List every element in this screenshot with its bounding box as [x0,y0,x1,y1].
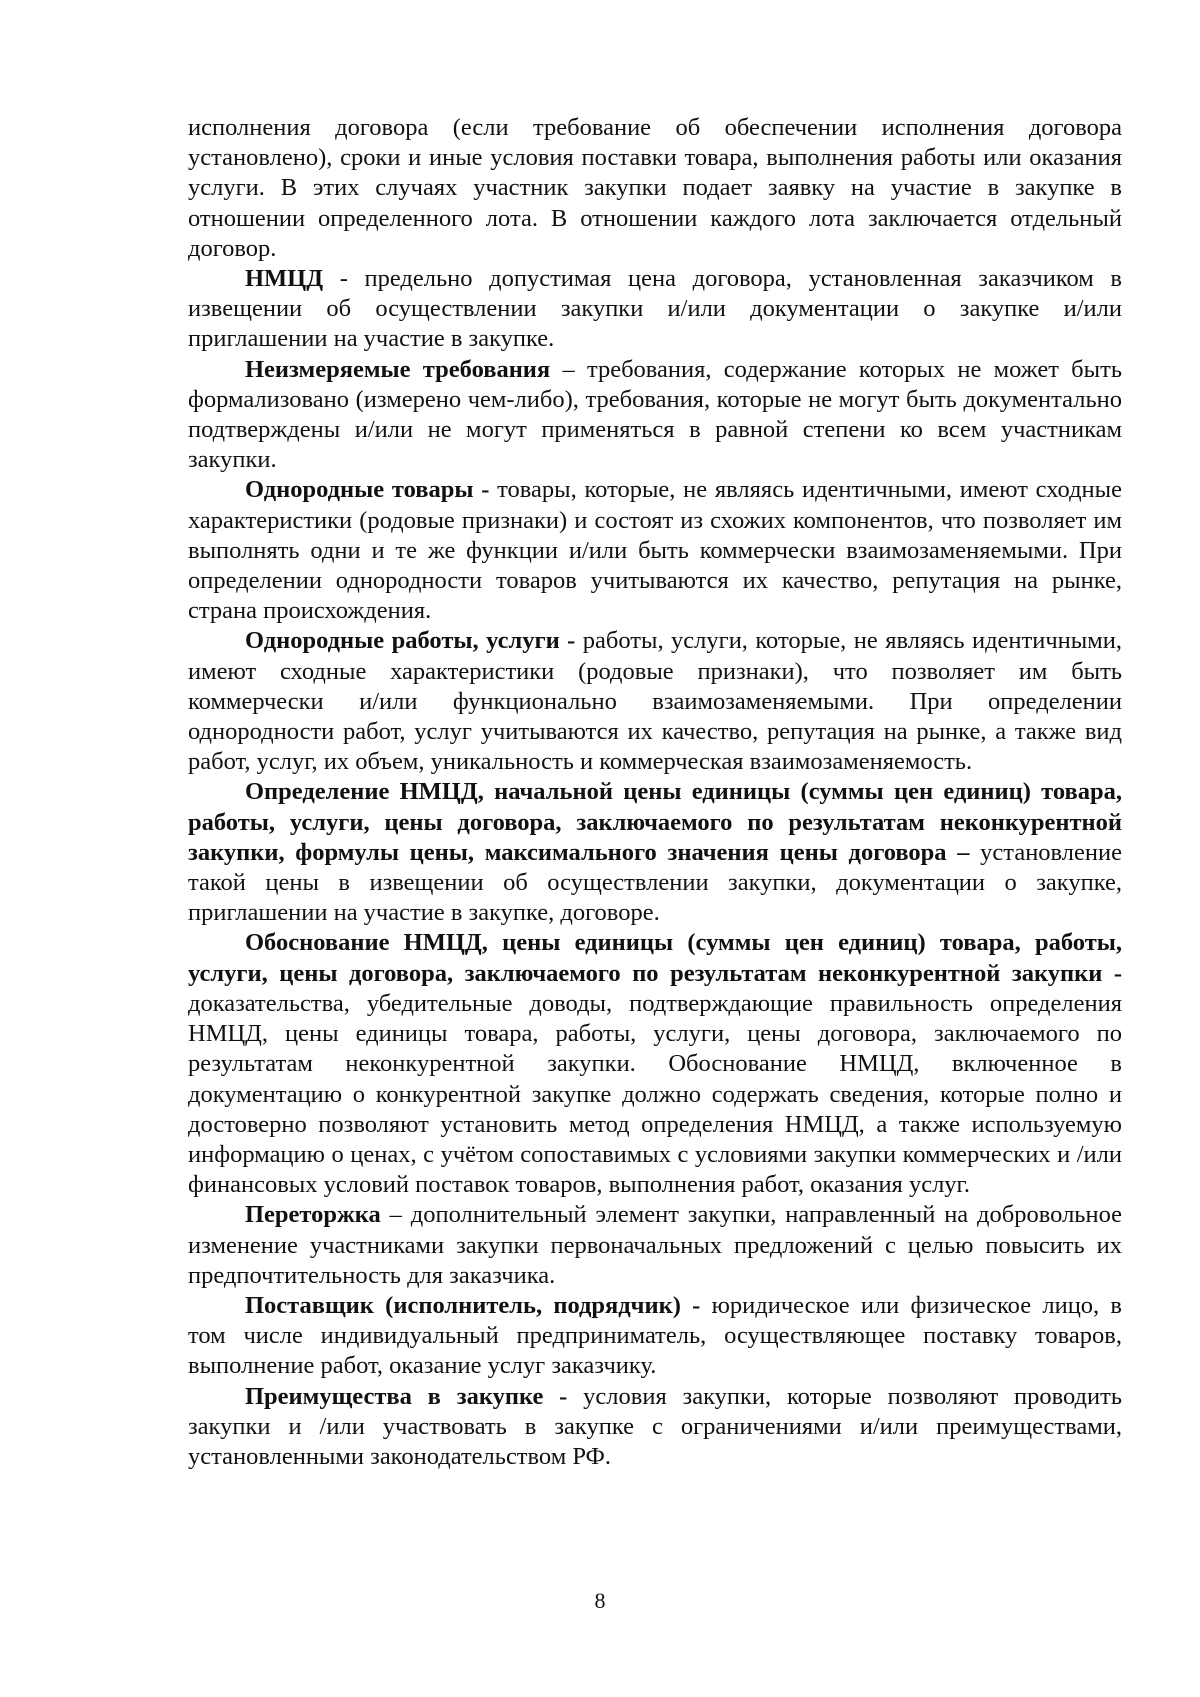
paragraph-text: – дополнительный элемент закупки, направленный на добровольное изменение участниками закупки первоначальных предложений с целью повысить их предпочтительность для заказчика. [188,1201,1122,1289]
paragraph-text: юридическое или физическое лицо, в том числе индивидуальный предприниматель, осуществляющее поставку товаров, выполнение работ, оказание услуг заказчику. [188,1291,1123,1380]
paragraph-text: условия закупки, которые позволяют проводить закупки и /или участвовать в закупке с ограничениями и/или преимуществами, установленными законодательством РФ. [188,1382,1122,1470]
paragraph-text: доказательства, убедительные доводы, подтверждающие правильность определения НМЦД, цены единицы товара, работы, услуги, цены договора, заключаемого по результатам неконкурентной закупки. Обоснование НМЦД, включенное в документацию о конкурентной закупке должно содержать сведения, которые полно и достоверно позволяют установить метод определения НМЦД, а также используемую информацию о ценах, с учётом сопоставимых с условиями закупки коммерческих и /или финансовых условий поставок товаров, выполнения работ, оказания услуг. [188,989,1122,1199]
definition-nmcd-justification [188,928,1122,1200]
definition-procurement-advantages [188,1382,1122,1473]
document-body [188,113,1122,1472]
paragraph-text: установление такой цены в извещении об осуществлении закупки, документации о закупке, приглашении на участие в закупке, договоре. [188,838,1122,927]
paragraph-term: НМЦД [245,265,324,293]
paragraph-term: Неизмеряемые требования [245,355,551,383]
page-number: 8 [594,1588,606,1613]
paragraph-term: Однородные товары - [245,476,490,504]
paragraph-term: Определение НМЦД, начальной цены единицы (суммы цен единиц) товара, работы, услуги, цены договора, заключаемого по результатам неконкурентной закупки, формулы цены, максимального значения цены договора – [188,778,1122,866]
paragraph-text: - предельно допустимая цена договора, установленная заказчиком в извещении об осуществлении закупки и/или документации о закупке и/или приглашении на участие в закупке. [188,265,1122,353]
definition-rebidding [188,1200,1122,1291]
paragraph-term: Переторжка [245,1201,381,1229]
paragraph-text: товары, которые, не являясь идентичными, имеют сходные характеристики (родовые признаки) и состоят из схожих компонентов, что позволяет им выполнять одни и те же функции и/или быть коммерчески взаимозаменяемыми. При определении однородности товаров учитываются их качество, репутация на рынке, страна происхождения. [188,476,1122,625]
definition-nmcd [188,264,1122,355]
paragraph-term: Обоснование НМЦД, цены единицы (суммы цен единиц) товара, работы, услуги, цены договора, заключаемого по результатам неконкурентной закупки - [188,929,1122,987]
definition-homogeneous-goods [188,475,1122,626]
paragraph-text: исполнения договора (если требование об обеспечении исполнения договора установлено), сроки и иные условия поставки товара, выполнения работы или оказания услуги. В этих случаях участник закупки подает заявку на участие в закупке в отношении определенного лота. В отношении каждого лота заключается отдельный договор. [188,114,1122,262]
definition-homogeneous-works [188,626,1122,777]
definition-supplier [188,1291,1122,1382]
paragraph-term: Поставщик (исполнитель, подрядчик) - [245,1291,701,1319]
paragraph-continuation [188,113,1122,264]
paragraph-text: – требования, содержание которых не может быть формализовано (измерено чем-либо), требования, которые не могут быть документально подтверждены и/или не могут применяться в равной степени ко всем участникам закупки. [188,355,1122,474]
paragraph-term: Преимущества в закупке - [245,1382,568,1410]
definition-nmcd-determination [188,777,1122,928]
definition-unmeasurable-requirements [188,355,1122,476]
paragraph-term: Однородные работы, услуги - [245,627,576,655]
paragraph-text: работы, услуги, которые, не являясь идентичными, имеют сходные характеристики (родовые признаки), что позволяет им быть коммерчески и/или функционально взаимозаменяемыми. При определении однородности работ, услуг учитываются их качество, репутация на рынке, а также вид работ, услуг, их объем, уникальность и коммерческая взаимозаменяемость. [188,627,1122,776]
